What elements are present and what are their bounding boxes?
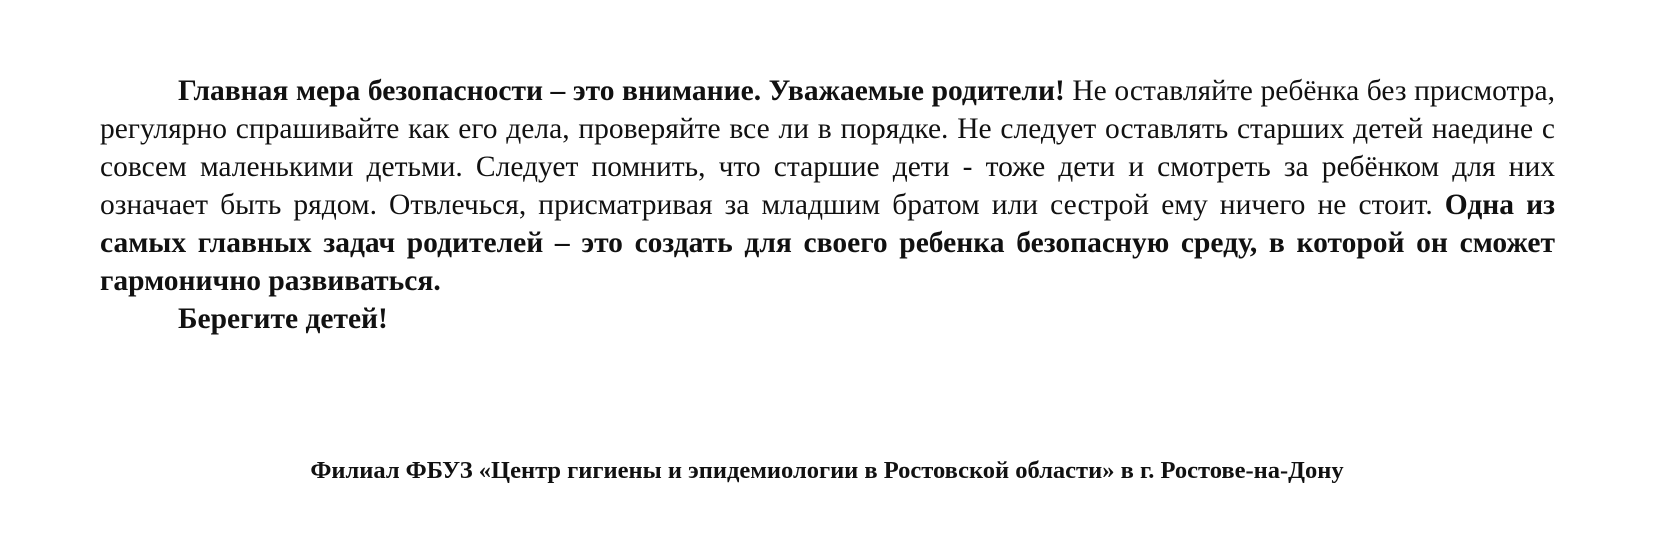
body-text — [100, 72, 1555, 338]
closing-line: Берегите детей! — [178, 303, 388, 335]
bold-tail-text: Одна из самых главных задач родителей – это создать для своего ребенка безопасную среду, в которой он сможет гармонично развиваться. — [100, 189, 1555, 297]
main-paragraph — [100, 72, 1555, 300]
paragraph-text: Не оставляйте ребёнка без присмотра, регулярно спрашивайте как его дела, проверяйте все ли в порядке. Не следует оставлять старших детей наедине с совсем маленькими детьми. Следует помнить, что старшие дети - тоже дети и смотреть за ребёнком для них означает быть рядом. Отвлечься, присматривая за младшим братом или сестрой ему ничего не стоит. — [100, 75, 1555, 221]
footer-organization: Филиал ФБУЗ «Центр гигиены и эпидемиологии в Ростовской области» в г. Ростове-на-Дону — [310, 457, 1344, 484]
bold-lead-text: Главная мера безопасности – это внимание. Уважаемые родители! — [178, 75, 1065, 107]
